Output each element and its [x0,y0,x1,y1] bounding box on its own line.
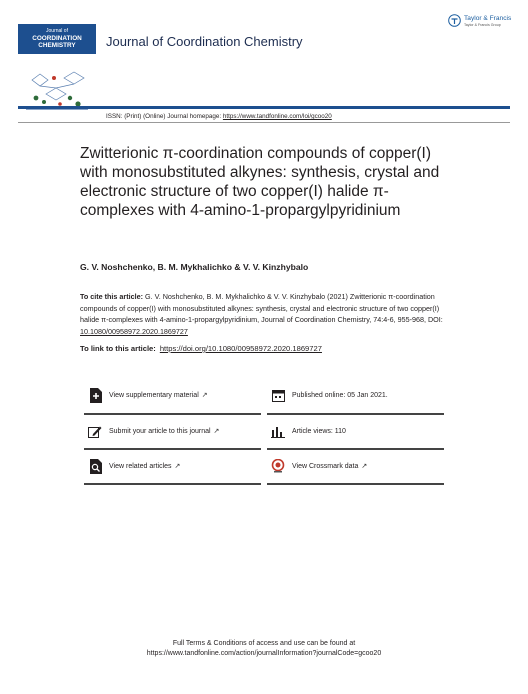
cite-doi-link[interactable]: 10.1080/00958972.2020.1869727 [80,326,188,336]
header-divider [18,106,510,109]
journal-homepage-link[interactable]: https://www.tandfonline.com/loi/gcoo20 [222,113,332,120]
crossmark-icon [271,459,285,473]
grid-rule-1-left [84,413,261,415]
footer-terms: Full Terms & Conditions of access and use can be found at [172,640,356,647]
journal-title[interactable]: Journal of Coordination Chemistry [106,34,303,49]
grid-rule-1-right [267,413,444,415]
published-label: Published online: 05 Jan 2021. [292,391,388,399]
doi-link[interactable]: https://doi.org/10.1080/00958972.2020.1869727 [159,344,322,353]
issn-divider [18,122,510,123]
issn-text: ISSN: (Print) (Online) Journal homepage: [106,113,223,120]
article-views-info [271,424,346,438]
cover-band [18,24,96,54]
published-online-info [271,388,388,402]
related-articles-link[interactable] [88,459,180,473]
external-link-icon: ↗ [174,463,181,470]
bar-chart-icon [271,424,285,438]
cite-text: G. V. Noshchenko, B. M. Mykhalichko & V. V. Kinzhybalo (2021) Zwitterionic π-coordination compounds of copper(I) with monosubstituted alkynes: synthesis, crystal and electronic structure of two copper(I) halide π-complexes with 4-amino-1-propargylpyridinium, Journal of Coordination Chemistry, 74:4-6, 955-968, DOI: [80,292,443,325]
supplementary-material-link[interactable] [88,388,208,402]
grid-rule-2-right [267,448,444,450]
link-line [80,344,322,353]
submit-article-link[interactable] [88,424,219,438]
crossmark-label: View Crossmark data [292,462,359,470]
cover-line-2: COORDINATION [32,35,82,42]
crossmark-link[interactable] [271,459,367,473]
article-title: Zwitterionic π-coordination compounds of copper(I) with monosubstituted alkynes: synthesis, crystal and electronic structure of two copper(I) halide π-complexes with 4-amino-1-propargylpyridinium [80,145,440,219]
cover-line-3: CHEMISTRY [38,42,76,49]
cover-line-1: Journal of [46,28,68,34]
footer-terms-link[interactable]: https://www.tandfonline.com/action/journalInformation?journalCode=gcoo20 [146,650,382,657]
publisher-logo[interactable] [448,13,518,35]
publisher-mark-icon [448,14,461,27]
supplementary-label: View supplementary material [109,391,199,399]
calendar-icon [271,388,285,402]
link-label: To link to this article: [80,344,156,353]
citation-block [80,291,460,337]
cite-label: To cite this article: [80,292,143,301]
publisher-tagline: Taylor & Francis Group [464,23,501,27]
submit-label: Submit your article to this journal [109,427,211,435]
external-link-icon: ↗ [213,428,220,435]
article-authors: G. V. Noshchenko, B. M. Mykhalichko & V. V. Kinzhybalo [80,262,309,272]
external-link-icon: ↗ [201,392,208,399]
publisher-name: Taylor & Francis [464,15,512,22]
grid-rule-3-left [84,483,261,485]
grid-rule-3-right [267,483,444,485]
search-document-icon [88,459,102,473]
add-file-icon [88,388,102,402]
edit-icon [88,424,102,438]
issn-line [106,113,332,120]
related-label: View related articles [109,462,172,470]
external-link-icon: ↗ [361,463,368,470]
grid-rule-2-left [84,448,261,450]
views-label: Article views: 110 [292,427,346,435]
